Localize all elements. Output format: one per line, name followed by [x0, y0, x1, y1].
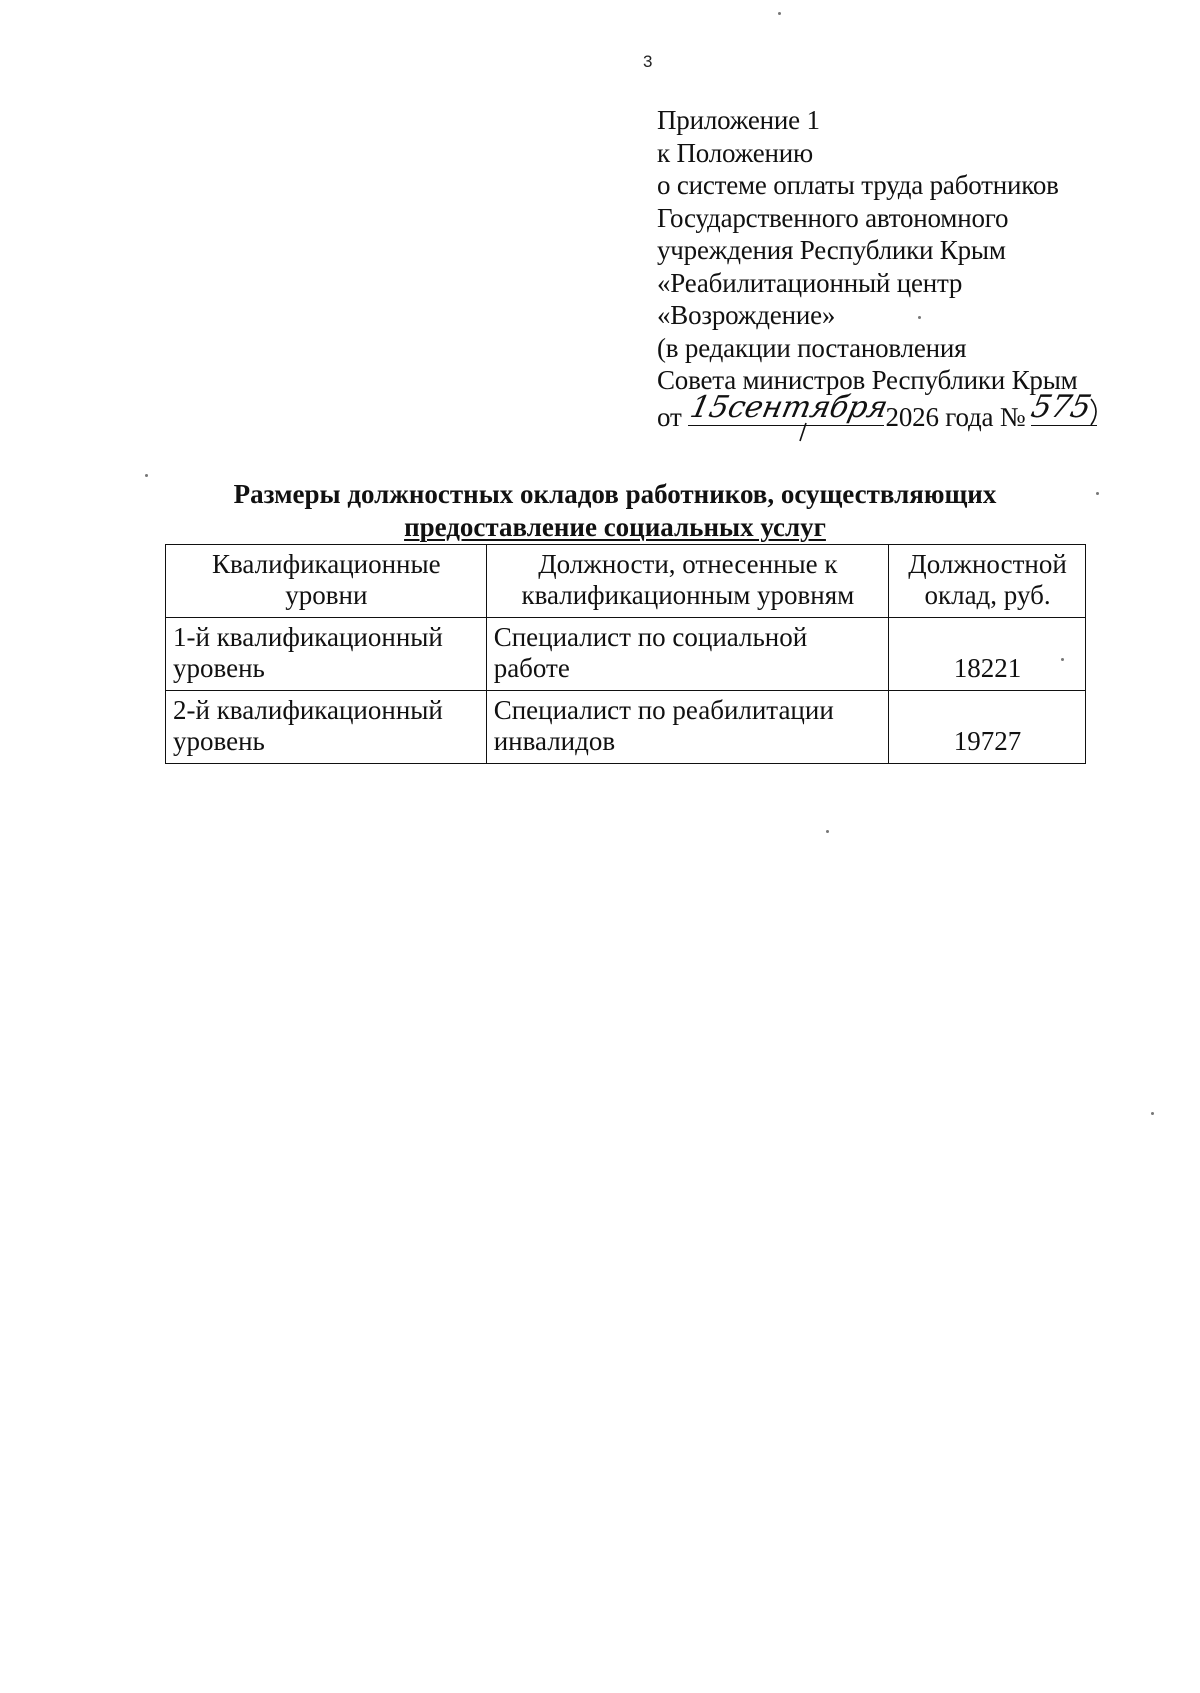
handwritten-date-signature — [686, 383, 891, 429]
title-line-2: предоставление социальных услуг — [404, 512, 826, 542]
cell-salary: 18221 — [889, 618, 1086, 691]
cell-qualification-level: 1-й квалификационный уровень — [166, 618, 487, 691]
table-row — [166, 691, 1086, 764]
handwritten-date — [686, 389, 891, 426]
appendix-line: Совета министров Республики Крым — [657, 365, 1078, 395]
header-qualification-levels: Квалификационные уровни — [166, 545, 487, 618]
cell-salary: 19727 — [889, 691, 1086, 764]
appendix-line: (в редакции постановления — [657, 332, 967, 363]
salary-table — [165, 544, 1086, 764]
appendix-line: учреждения Республики Крым — [657, 235, 1006, 265]
handwritten-number-text: 575 — [1028, 388, 1095, 425]
appendix-line: Государственного автономного — [657, 202, 1009, 233]
handwritten-number-signature — [1028, 383, 1097, 429]
resolution-date-line — [657, 388, 1177, 434]
page-number: 3 — [643, 52, 653, 71]
appendix-line: к Положению — [657, 137, 813, 168]
title-line-1: Размеры должностных окладов работников, осуществляющих — [233, 479, 997, 509]
scan-speck — [826, 830, 829, 833]
header-positions: Должности, отнесенные к квалификационным уровням — [486, 545, 888, 618]
cell-position: Специалист по социальной работе — [486, 618, 888, 691]
scan-speck — [778, 12, 781, 15]
appendix-line: «Возрождение» — [657, 300, 836, 330]
date-prefix: от — [657, 401, 682, 432]
appendix-header — [657, 104, 1177, 433]
scan-speck — [1151, 1112, 1154, 1115]
table-header-row — [166, 545, 1086, 618]
appendix-line: о системе оплаты труда работников — [657, 170, 1059, 200]
document-title — [165, 478, 1065, 544]
appendix-line: «Реабилитационный центр — [657, 267, 963, 298]
scan-speck — [1061, 658, 1064, 661]
handwritten-number — [1028, 388, 1097, 426]
handwritten-date-text: 15сентября — [686, 389, 891, 425]
cell-position: Специалист по реабилитации инвалидов — [486, 691, 888, 764]
cell-qualification-level: 2-й квалификационный уровень — [166, 691, 487, 764]
year-text: 2026 года № — [885, 401, 1026, 432]
header-salary: Должностной оклад, руб. — [889, 545, 1086, 618]
scan-speck — [918, 316, 921, 319]
appendix-line: Приложение 1 — [657, 105, 820, 135]
scan-speck — [145, 474, 148, 477]
table-row — [166, 618, 1086, 691]
scan-speck — [1096, 492, 1099, 495]
